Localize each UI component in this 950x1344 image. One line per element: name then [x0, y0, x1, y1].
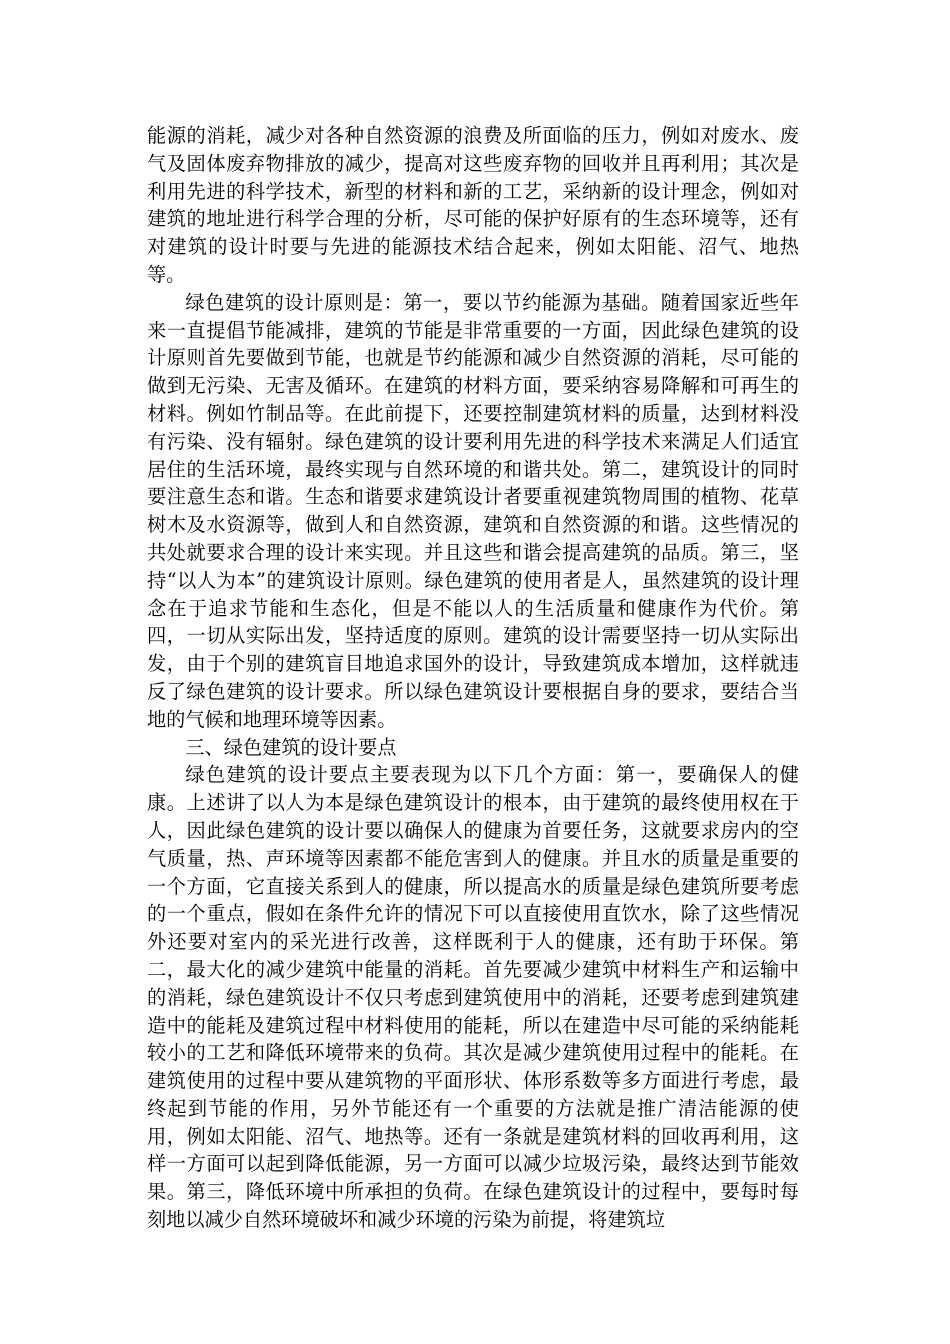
document-page: [147, 122, 799, 1234]
body-paragraph-design-principles: 绿色建筑的设计原则是：第一，要以节约能源为基础。随着国家近些年来一直提倡节能减排，建筑的节能是非常重要的一方面，因此绿色建筑的设计原则首先要做到节能，也就是节约能源和减少自然资源的消耗，尽可能的做到无污染、无害及循环。在建筑的材料方面，要采纳容易降解和可再生的材料。例如竹制品等。在此前提下，还要控制建筑材料的质量，达到材料没有污染、没有辐射。绿色建筑的设计要利用先进的科学技术来满足人们适宜居住的生活环境，最终实现与自然环境的和谐共处。第二，建筑设计的同时要注意生态和谐。生态和谐要求建筑设计者要重视建筑物周围的植物、花草树木及水资源等，做到人和自然资源，建筑和自然资源的和谐。这些情况的共处就要求合理的设计来实现。并且这些和谐会提高建筑的品质。第三，坚持“以人为本”的建筑设计原则。绿色建筑的使用者是人，虽然建筑的设计理念在于追求节能和生态化，但是不能以人的生活质量和健康作为代价。第四，一切从实际出发，坚持适度的原则。建筑的设计需要坚持一切从实际出发，由于个别的建筑盲目地追求国外的设计，导致建筑成本增加，这样就违反了绿色建筑的设计要求。所以绿色建筑设计要根据自身的要求，要结合当地的气候和地理环境等因素。: [147, 290, 799, 731]
body-paragraph-1: 能源的消耗，减少对各种自然资源的浪费及所面临的压力，例如对废水、废气及固体废弃物排放的减少，提高对这些废弃物的回收并且再利用；其次是利用先进的科学技术，新型的材料和新的工艺，采纳新的设计理念，例如对建筑的地址进行科学合理的分析，尽可能的保护好原有的生态环境等，还有对建筑的设计时要与先进的能源技术结合起来，例如太阳能、沼气、地热等。: [147, 124, 799, 286]
section-heading-design-points: 三、绿色建筑的设计要点: [185, 735, 397, 759]
body-paragraph-design-points: 绿色建筑的设计要点主要表现为以下几个方面：第一，要确保人的健康。上述讲了以人为本是绿色建筑设计的根本，由于建筑的最终使用权在于人，因此绿色建筑的设计要以确保人的健康为首要任务，这就要求房内的空气质量，热、声环境等因素都不能危害到人的健康。并且水的质量是重要的一个方面，它直接关系到人的健康，所以提高水的质量是绿色建筑所要考虑的一个重点，假如在条件允许的情况下可以直接使用直饮水，除了这些情况外还要对室内的采光进行改善，这样既利于人的健康，还有助于环保。第二，最大化的减少建筑中能量的消耗。首先要减少建筑中材料生产和运输中的消耗，绿色建筑设计不仅只考虑到建筑使用中的消耗，还要考虑到建筑建造中的能耗及建筑过程中材料使用的能耗，所以在建造中尽可能的采纳能耗较小的工艺和降低环境带来的负荷。其次是减少建筑使用过程中的能耗。在建筑使用的过程中要从建筑物的平面形状、体形系数等多方面进行考虑，最终起到节能的作用，另外节能还有一个重要的方法就是推广清洁能源的使用，例如太阳能、沼气、地热等。还有一条就是建筑材料的回收再利用，这样一方面可以起到降低能源，另一方面可以减少垃圾污染，最终达到节能效果。第三，降低环境中所承担的负荷。在绿色建筑设计的过程中，要每时每刻地以减少自然环境破坏和减少环境的污染为前提，将建筑垃: [147, 763, 799, 1232]
